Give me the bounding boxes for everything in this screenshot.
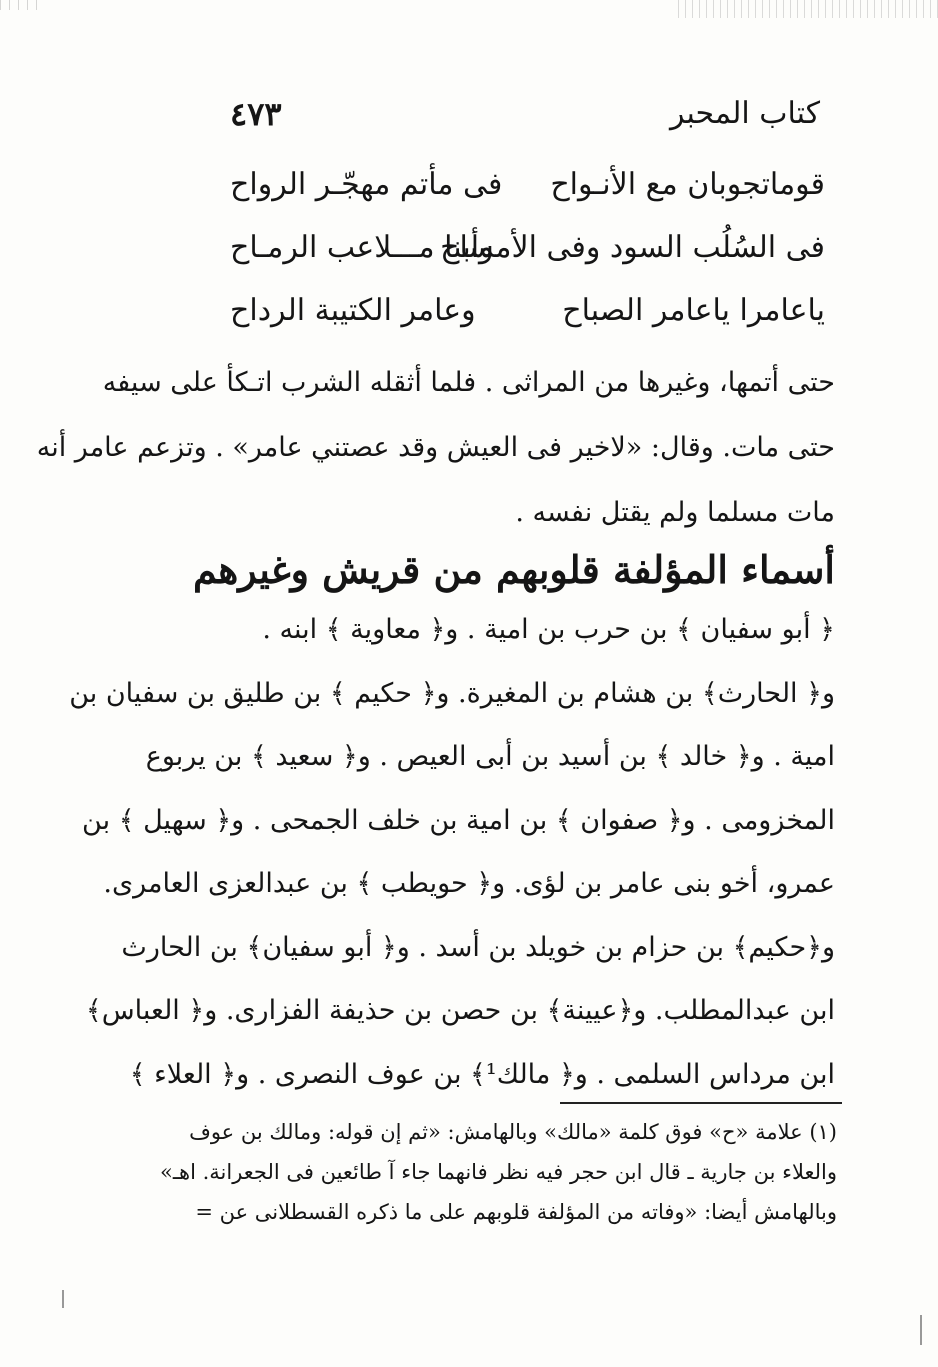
poem-hemistich-second: وأبنا مـــلاعب الرمـاح — [230, 230, 494, 265]
prose-line: حتى مات. وقال: «لاخير فى العيش وقد عصتني عامر» . وتزعم عامر أنه — [36, 432, 835, 463]
prose-line: مات مسلما ولم يقتل نفسه . — [515, 497, 835, 528]
prose-line: حتى أتمها، وغيرها من المراثى . فلما أثقله الشرب اتـكأ على سيفه — [102, 367, 835, 398]
poem-hemistich-first: فى السُلُب السود وفى الأمساح — [440, 230, 825, 265]
footnotes — [160, 1112, 837, 1232]
prose-paragraph — [36, 350, 835, 545]
poem-hemistich-first: ياعامرا ياعامر الصباح — [562, 293, 825, 328]
poem-hemistich-first: قوماتجوبان مع الأنـواح — [550, 167, 825, 202]
poem-hemistich-second: فى مأتم مهجّـر الرواح — [230, 167, 503, 202]
scan-speckle-top-left — [0, 0, 40, 10]
poem-hemistich-second: وعامر الكتيبة الرداح — [230, 293, 476, 328]
prose-line: و﴿ الحارث﴾ بن هشام بن المغيرة. و﴿ حكيم ﴾ بن طليق بن سفيان بن — [69, 677, 835, 709]
prose-line: ابن عبدالمطلب. و﴿عيينة﴾ بن حصن بن حذيفة الفزارى. و﴿ العباس﴾ — [85, 995, 835, 1026]
prose-line: امية . و﴿ خالد ﴾ بن أسيد بن أبى العيص . و﴿ سعيد ﴾ بن يربوع — [145, 741, 835, 772]
prose-line: المخزومى . و﴿ صفوان ﴾ بن امية بن خلف الجمحى . و﴿ سهيل ﴾ بن — [82, 804, 835, 836]
prose-line: و﴿حكيم﴾ بن حزام بن خويلد بن أسد . و﴿ أبو سفيان﴾ بن الحارث — [121, 931, 835, 963]
poem-verse — [230, 281, 825, 344]
names-paragraph — [69, 598, 835, 1106]
scan-margin-mark — [920, 1315, 922, 1345]
scan-speckle-top-right — [678, 0, 938, 18]
footnote-divider — [560, 1102, 842, 1104]
prose-line: عمرو، أخو بنى عامر بن لؤى. و﴿ حويطب ﴾ بن عبدالعزى العامرى. — [103, 868, 835, 899]
page-number: ٤٧٣ — [230, 95, 282, 133]
prose-line: ابن مرداس السلمى . و﴿ مالك¹﴾ بن عوف النصرى . و﴿ العلاء ﴾ — [129, 1058, 835, 1090]
poem-verse — [230, 155, 825, 218]
prose-line: ﴿ أبو سفيان ﴾ بن حرب بن امية . و﴿ معاوية ﴾ ابنه . — [262, 614, 835, 645]
running-title: كتاب المحبر — [669, 96, 820, 131]
footnote-line: (١) علامة «ح» فوق كلمة «مالك» وبالهامش: «ثم إن قوله: ومالك بن عوف — [189, 1120, 837, 1144]
page-header — [230, 92, 820, 142]
scan-margin-mark — [62, 1290, 64, 1308]
poem-verse — [230, 218, 825, 281]
poem-block — [230, 155, 825, 344]
section-heading: أسماء المؤلفة قلوبهم من قريش وغيرهم — [192, 547, 835, 592]
footnote-line: والعلاء بن جارية ـ قال ابن حجر فيه نظر فانهما جاء آ طائعين فى الجعرانة. اهـ» — [160, 1160, 837, 1184]
footnote-line: وبالهامش أيضا: «وفاته من المؤلفة قلوبهم على ما ذكره القسطلانى عن = — [195, 1200, 837, 1224]
